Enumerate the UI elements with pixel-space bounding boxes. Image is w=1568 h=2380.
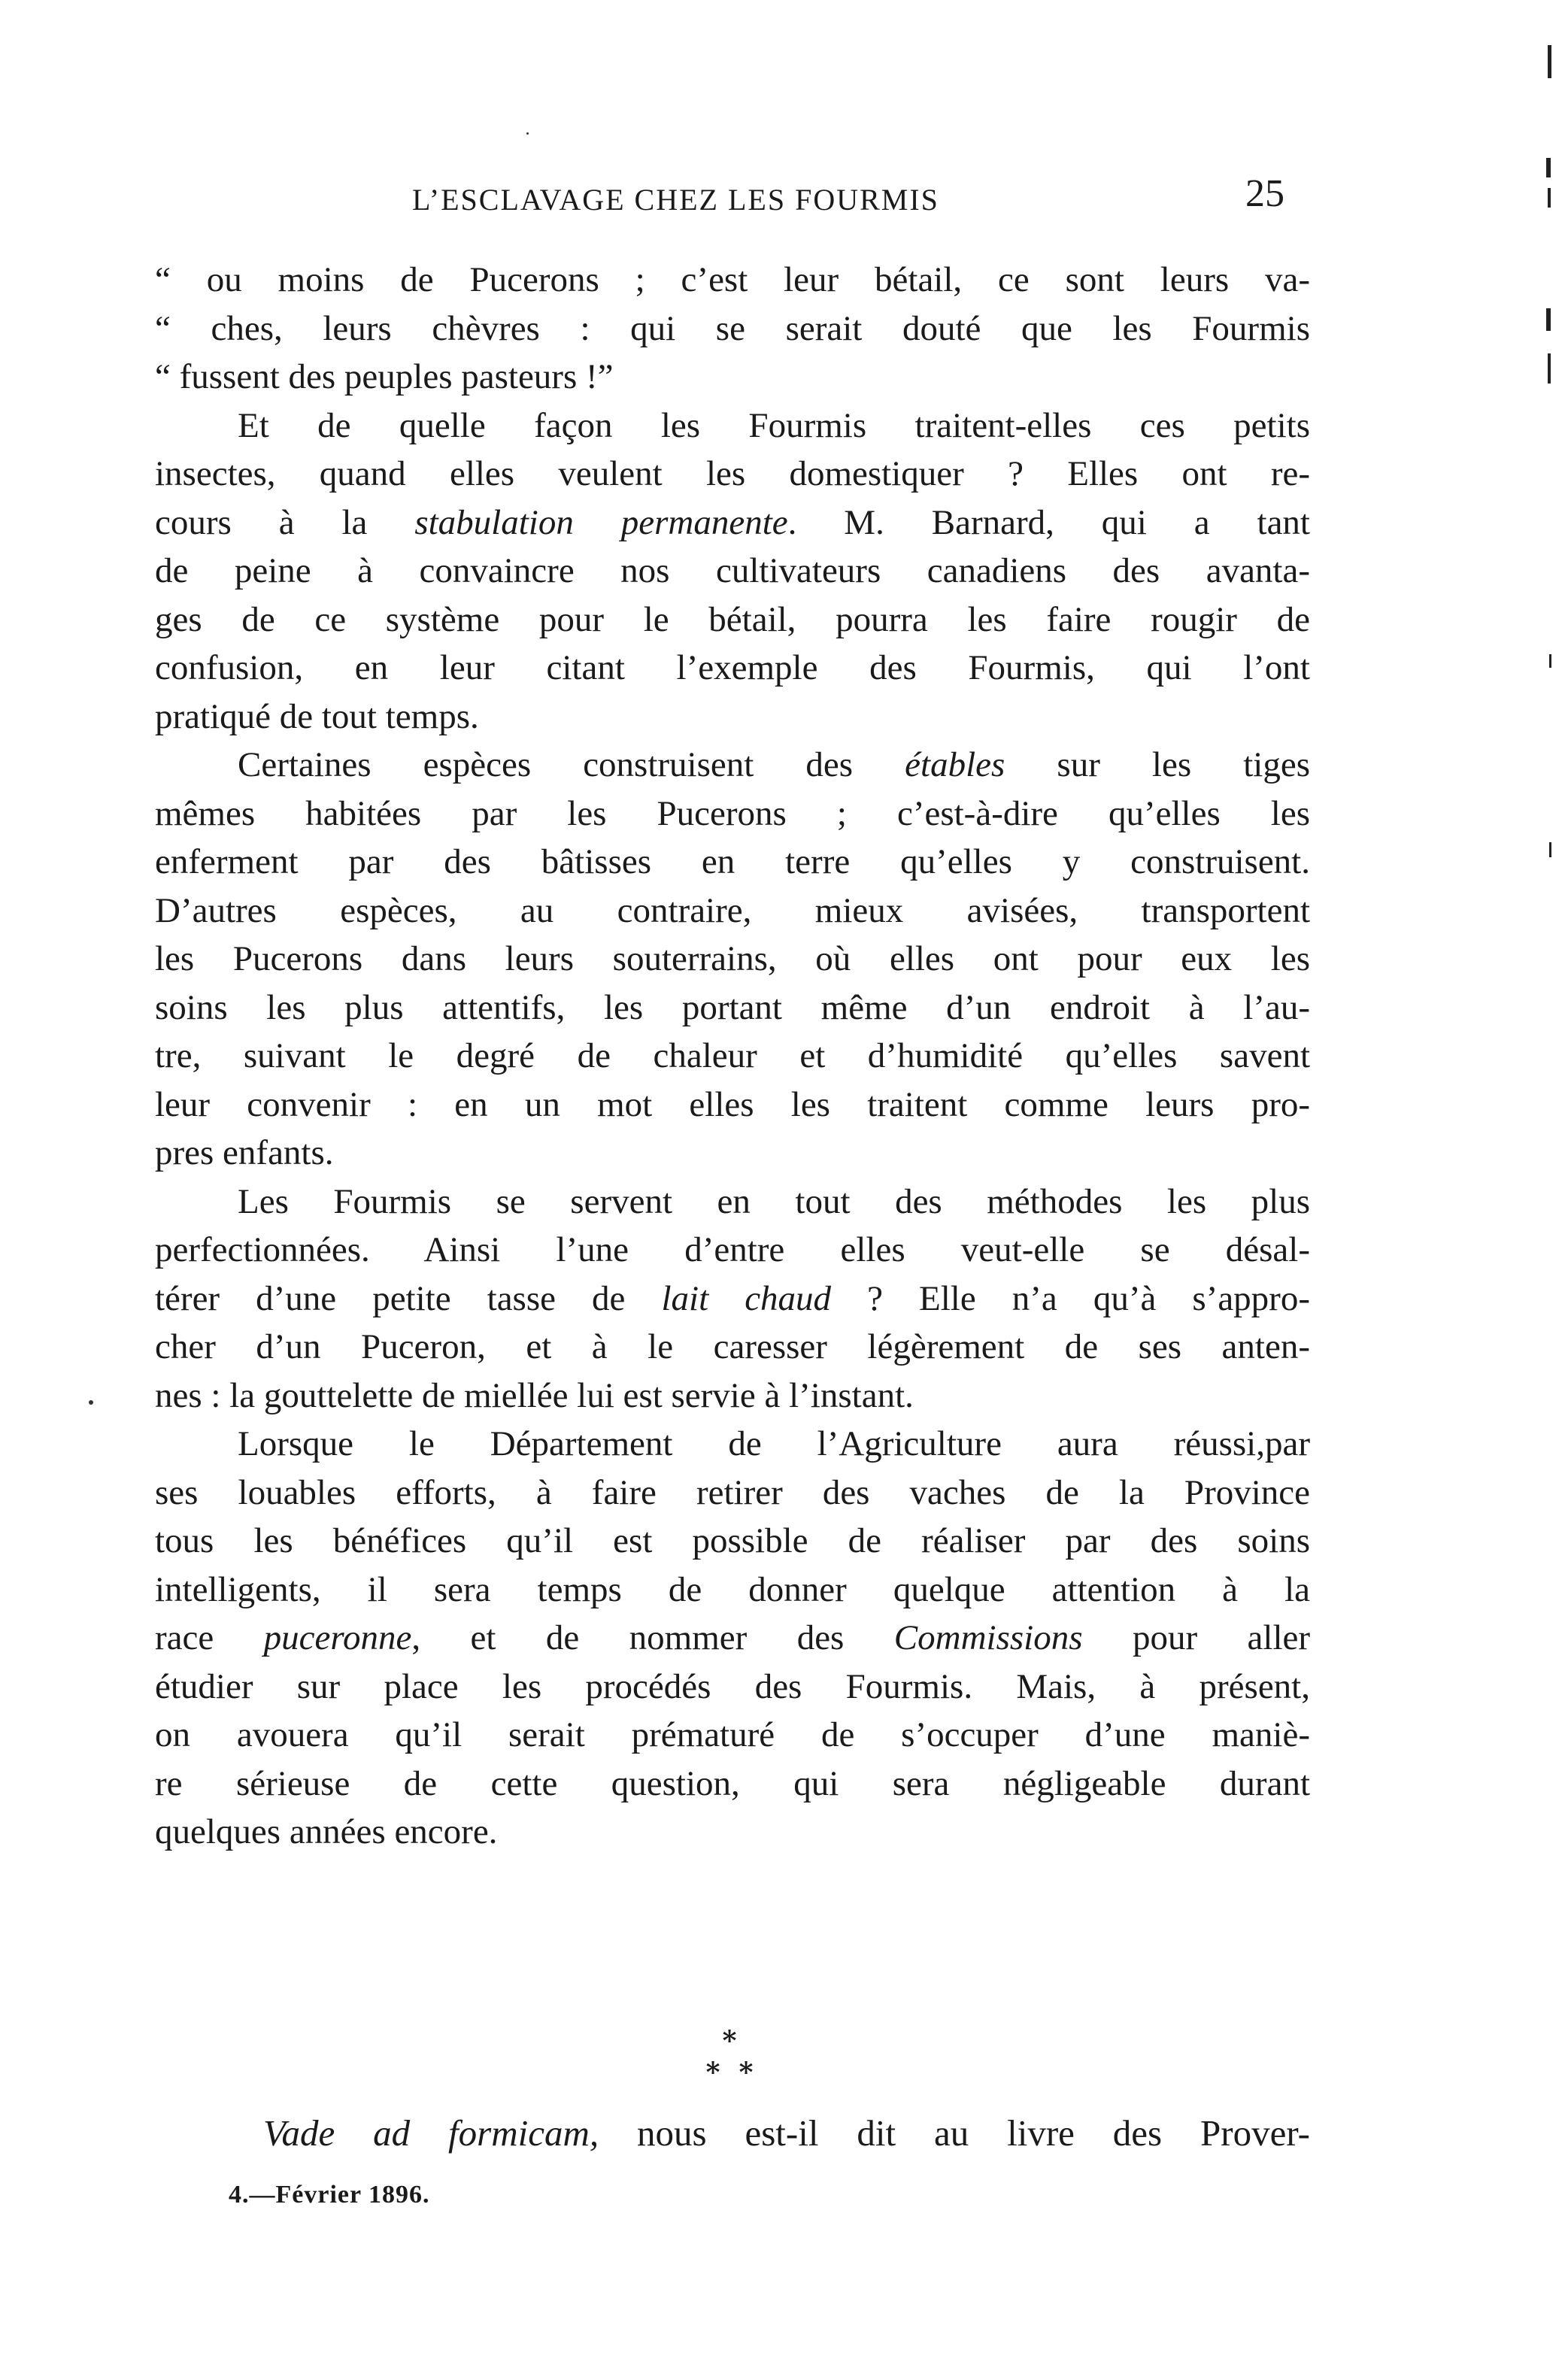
scan-margin-mark xyxy=(1548,45,1551,78)
text-line: ges de ce système pour le bétail, pourra les faire rougir de xyxy=(155,599,1310,639)
text-line: cours à la stabulation permanente. M. Barnard, qui a tant xyxy=(155,502,1310,542)
text-line: pres enfants. xyxy=(155,1133,334,1172)
scan-margin-mark xyxy=(1546,158,1551,177)
text-line: re sérieuse de cette question, qui sera négligeable durant xyxy=(155,1763,1310,1803)
text-line: mêmes habitées par les Pucerons ; c’est-à-dire qu’elles les xyxy=(155,793,1310,833)
text-line: “ ou moins de Pucerons ; c’est leur bétail, ce sont leurs va- xyxy=(155,260,1310,299)
text-line: soins les plus attentifs, les portant même d’un endroit à l’au- xyxy=(155,987,1310,1027)
text-line: “ ches, leurs chèvres : qui se serait douté que les Fourmis xyxy=(155,308,1310,348)
text-line: les Pucerons dans leurs souterrains, où elles ont pour eux les xyxy=(155,939,1310,978)
text-line: Et de quelle façon les Fourmis traitent-elles ces petits xyxy=(238,405,1310,445)
text-line: térer d’une petite tasse de lait chaud ? Elle n’a qu’à s’appro- xyxy=(155,1278,1310,1318)
svg-text:*: * xyxy=(722,2025,737,2057)
text-line: tre, suivant le degré de chaleur et d’humidité qu’elles savent xyxy=(155,1036,1310,1075)
scan-margin-mark xyxy=(1548,353,1551,384)
signature-mark: 4.—Février 1896. xyxy=(229,2181,430,2209)
text-line: quelques années encore. xyxy=(155,1812,498,1851)
scan-margin-mark xyxy=(1548,188,1551,208)
text-line: intelligents, il sera temps de donner quelque attention à la xyxy=(155,1569,1310,1609)
scan-margin-mark xyxy=(1549,842,1551,857)
text-line: tous les bénéfices qu’il est possible de réaliser par des soins xyxy=(155,1521,1310,1560)
text-line: pratiqué de tout temps. xyxy=(155,696,479,736)
scan-margin-mark xyxy=(1549,654,1551,668)
closing-line xyxy=(263,2112,1310,2154)
text-line: on avouera qu’il serait prématuré de s’occuper d’une maniè- xyxy=(155,1715,1310,1754)
text-line: ses louables efforts, à faire retirer des vaches de la Province xyxy=(155,1472,1310,1512)
scan-dot xyxy=(526,132,529,135)
svg-text:*: * xyxy=(705,2057,720,2088)
text-line: race puceronne, et de nommer des Commissions pour aller xyxy=(155,1618,1311,1657)
page-number: 25 xyxy=(1245,172,1284,215)
text-line: Lorsque le Département de l’Agriculture aura réussi,par xyxy=(238,1424,1310,1463)
text-line: de peine à convaincre nos cultivateurs canadiens des avanta- xyxy=(155,551,1310,590)
text-line: insectes, quand elles veulent les domestiquer ? Elles ont re- xyxy=(155,454,1310,493)
text-line: perfectionnées. Ainsi l’une d’entre elles veut-elle se désal- xyxy=(155,1230,1310,1269)
asterism-separator xyxy=(699,2023,760,2090)
closing-rest: nous est-il dit au livre des Prover- xyxy=(599,2112,1310,2154)
text-line: Certaines espèces construisent des étables sur les tiges xyxy=(238,745,1311,784)
text-line: “ fussent des peuples pasteurs !” xyxy=(155,357,614,396)
running-title: L’ESCLAVAGE CHEZ LES FOURMIS xyxy=(412,183,939,217)
text-line: D’autres espèces, au contraire, mieux avisées, transportent xyxy=(155,890,1310,930)
text-line: enferment par des bâtisses en terre qu’elles y construisent. xyxy=(155,842,1310,881)
latin-quote: Vade ad formicam, xyxy=(263,2112,599,2154)
scan-margin-mark xyxy=(1546,308,1551,331)
text-line: nes : la gouttelette de miellée lui est servie à l’instant. xyxy=(155,1375,914,1415)
text-line: Les Fourmis se servent en tout des méthodes les plus xyxy=(238,1181,1310,1221)
text-line: cher d’un Puceron, et à le caresser légèrement de ses anten- xyxy=(155,1327,1310,1366)
text-line: étudier sur place les procédés des Fourmis. Mais, à présent, xyxy=(155,1666,1310,1706)
body-text xyxy=(155,256,1310,1857)
text-line: confusion, en leur citant l’exemple des Fourmis, qui l’ont xyxy=(155,648,1310,687)
text-line: leur convenir : en un mot elles les traitent comme leurs pro- xyxy=(155,1084,1310,1124)
scan-dot xyxy=(89,1400,93,1405)
svg-text:*: * xyxy=(739,2057,754,2088)
